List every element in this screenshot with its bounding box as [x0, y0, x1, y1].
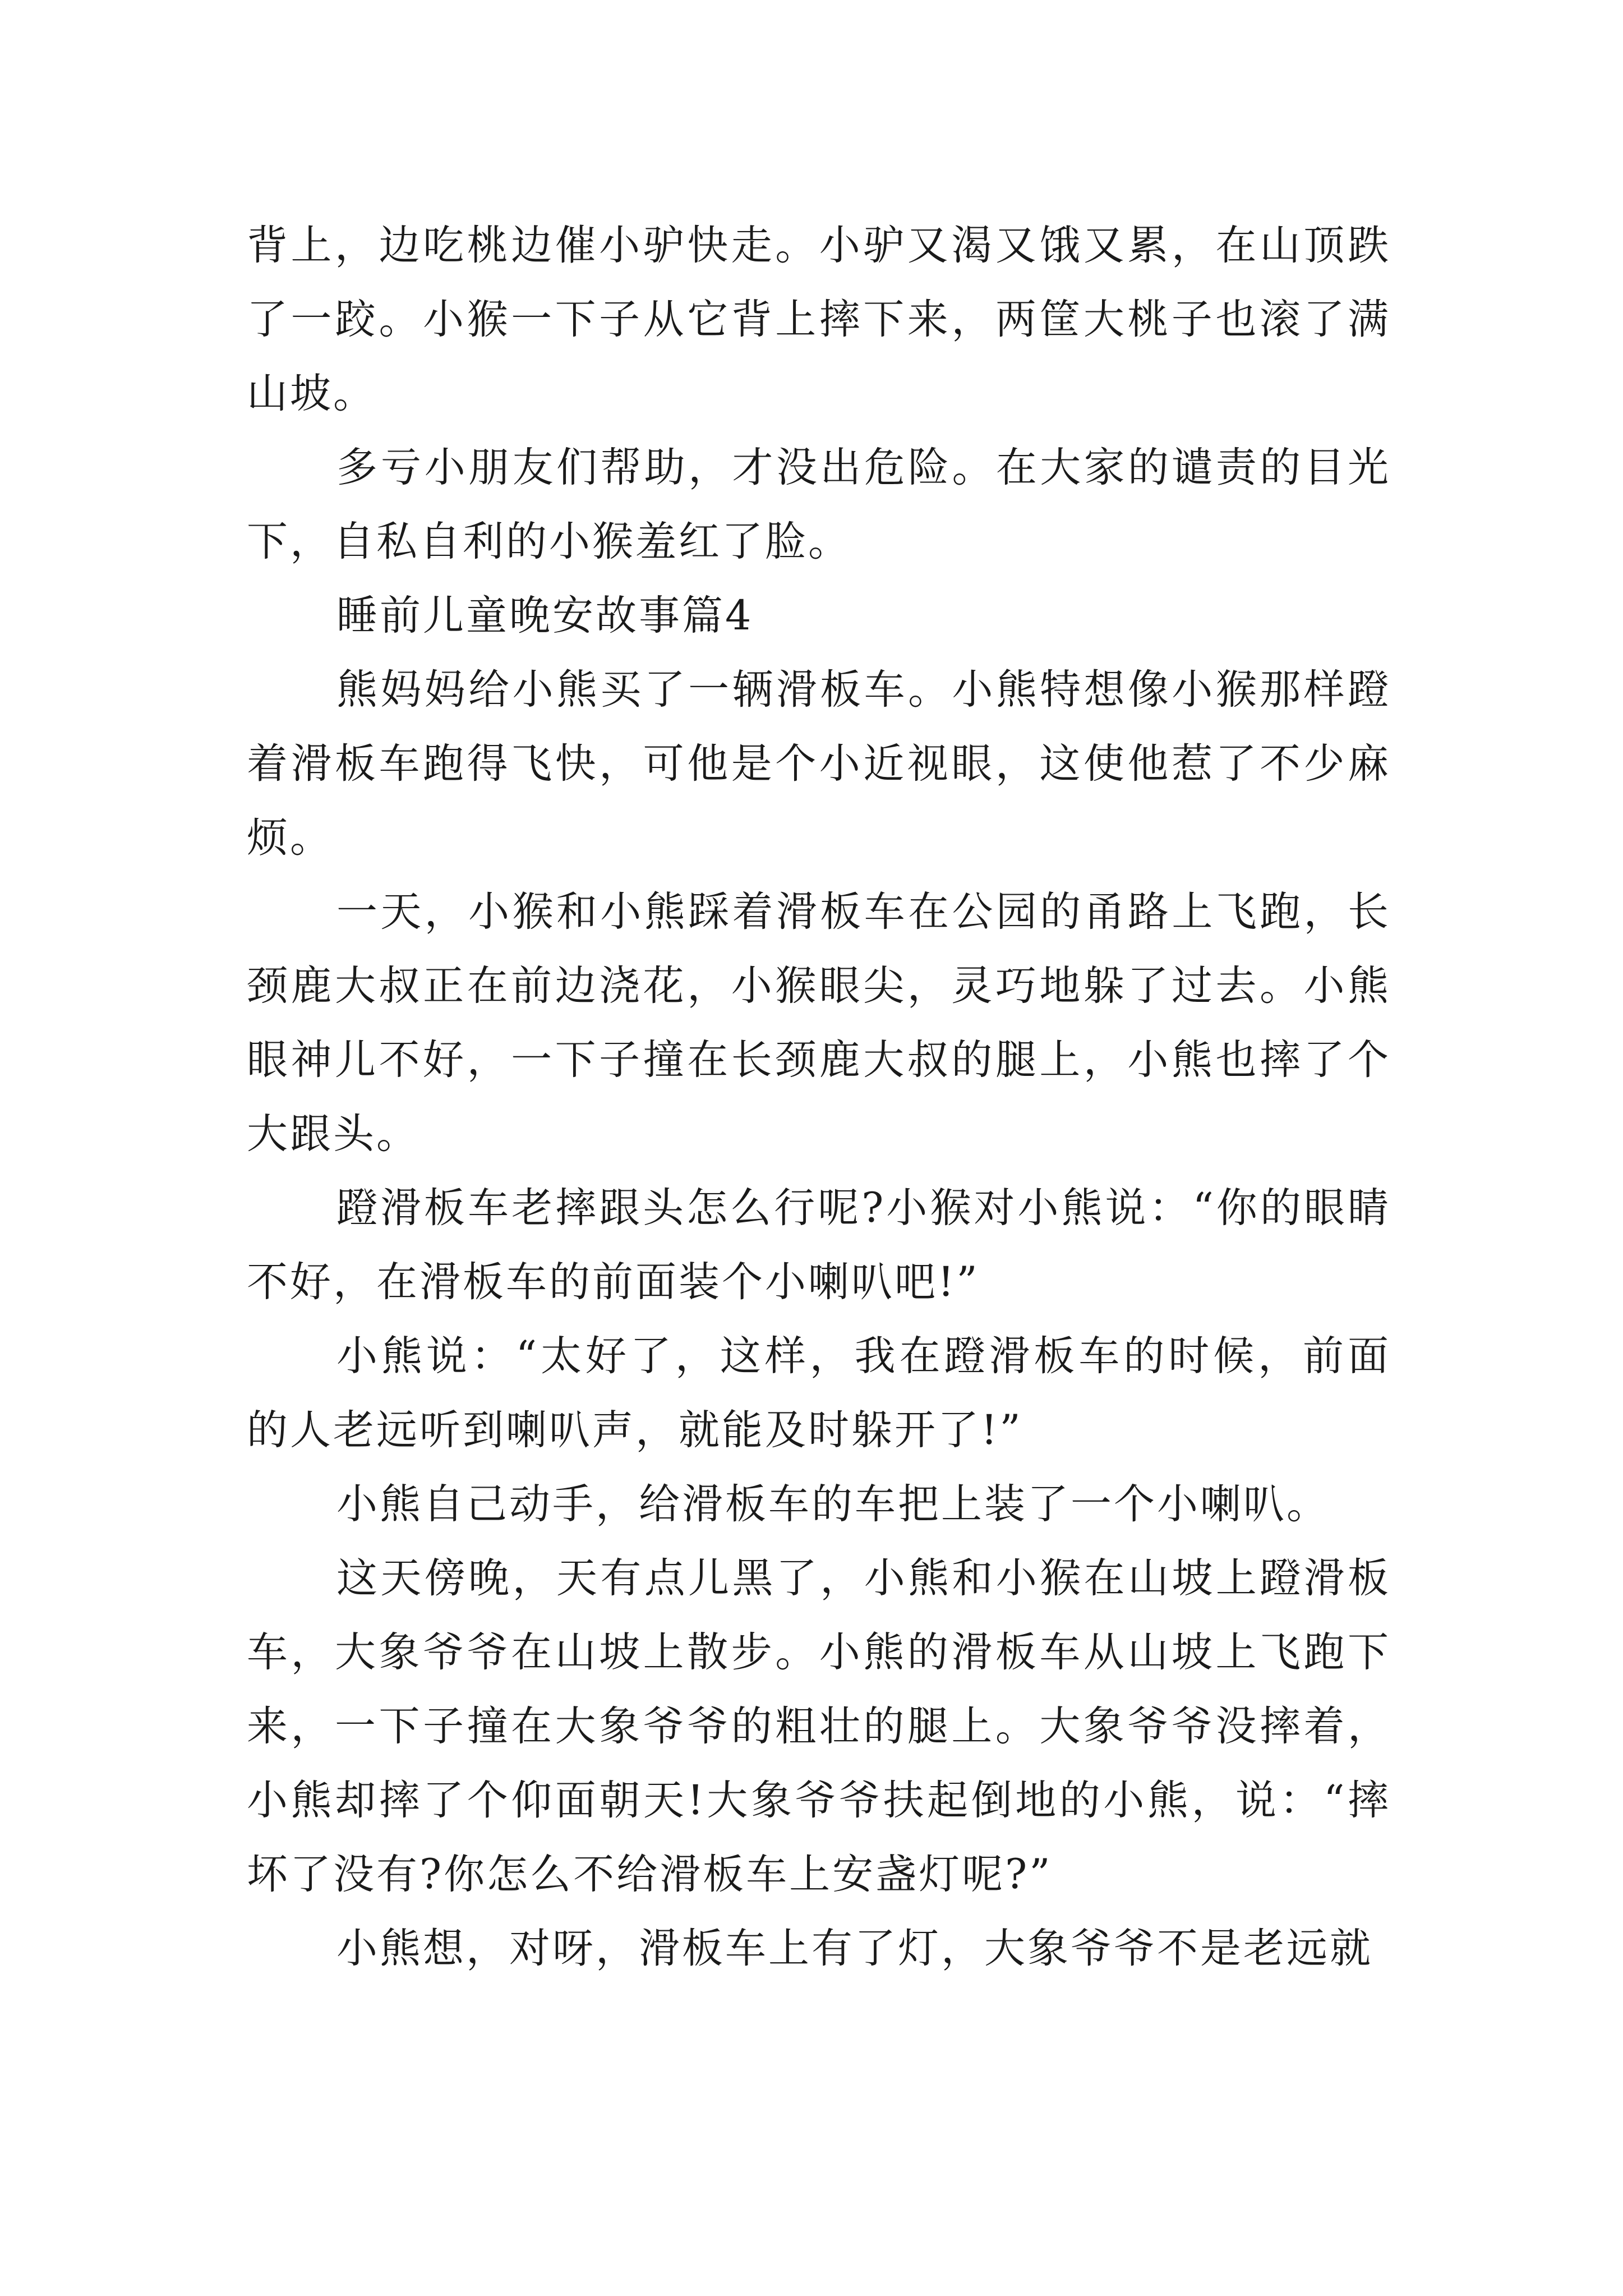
paragraph: 这天傍晚，天有点儿黑了，小熊和小猴在山坡上蹬滑板车，大象爷爷在山坡上散步。小熊的滑板车从山坡上飞跑下来，一下子撞在大象爷爷的粗壮的腿上。大象爷爷没摔着，小熊却摔了个仰面朝天!大象爷爷扶起倒地的小熊，说：“摔坏了没有?你怎么不给滑板车上安盏灯呢?”	[247, 1554, 1391, 1898]
section-heading: 睡前儿童晚安故事篇4	[336, 592, 754, 639]
paragraph: 小熊自己动手，给滑板车的车把上装了一个小喇叭。	[336, 1480, 1330, 1528]
paragraph: 熊妈妈给小熊买了一辆滑板车。小熊特想像小猴那样蹬着滑板车跑得飞快，可他是个小近视眼，这使他惹了不少麻烦。	[247, 666, 1391, 862]
paragraph: 一天，小猴和小熊踩着滑板车在公园的甬路上飞跑，长颈鹿大叔正在前边浇花，小猴眼尖，灵巧地躲了过去。小熊眼神儿不好，一下子撞在长颈鹿大叔的腿上，小熊也摔了个大跟头。	[247, 888, 1391, 1158]
document-body	[247, 209, 1391, 1986]
paragraph: 多亏小朋友们帮助，才没出危险。在大家的谴责的目光下，自私自利的小猴羞红了脸。	[247, 444, 1391, 565]
paragraph-continued: 背上，边吃桃边催小驴快走。小驴又渴又饿又累，在山顶跌了一跤。小猴一下子从它背上摔下来，两筐大桃子也滚了满山坡。	[247, 222, 1391, 417]
paragraph: 小熊说：“太好了，这样，我在蹬滑板车的时候，前面的人老远听到喇叭声，就能及时躲开了!”	[247, 1332, 1391, 1454]
paragraph: 小熊想，对呀，滑板车上有了灯，大象爷爷不是老远就	[336, 1925, 1373, 1972]
paragraph: 蹬滑板车老摔跟头怎么行呢?小猴对小熊说：“你的眼睛不好，在滑板车的前面装个小喇叭吧!”	[247, 1184, 1391, 1306]
